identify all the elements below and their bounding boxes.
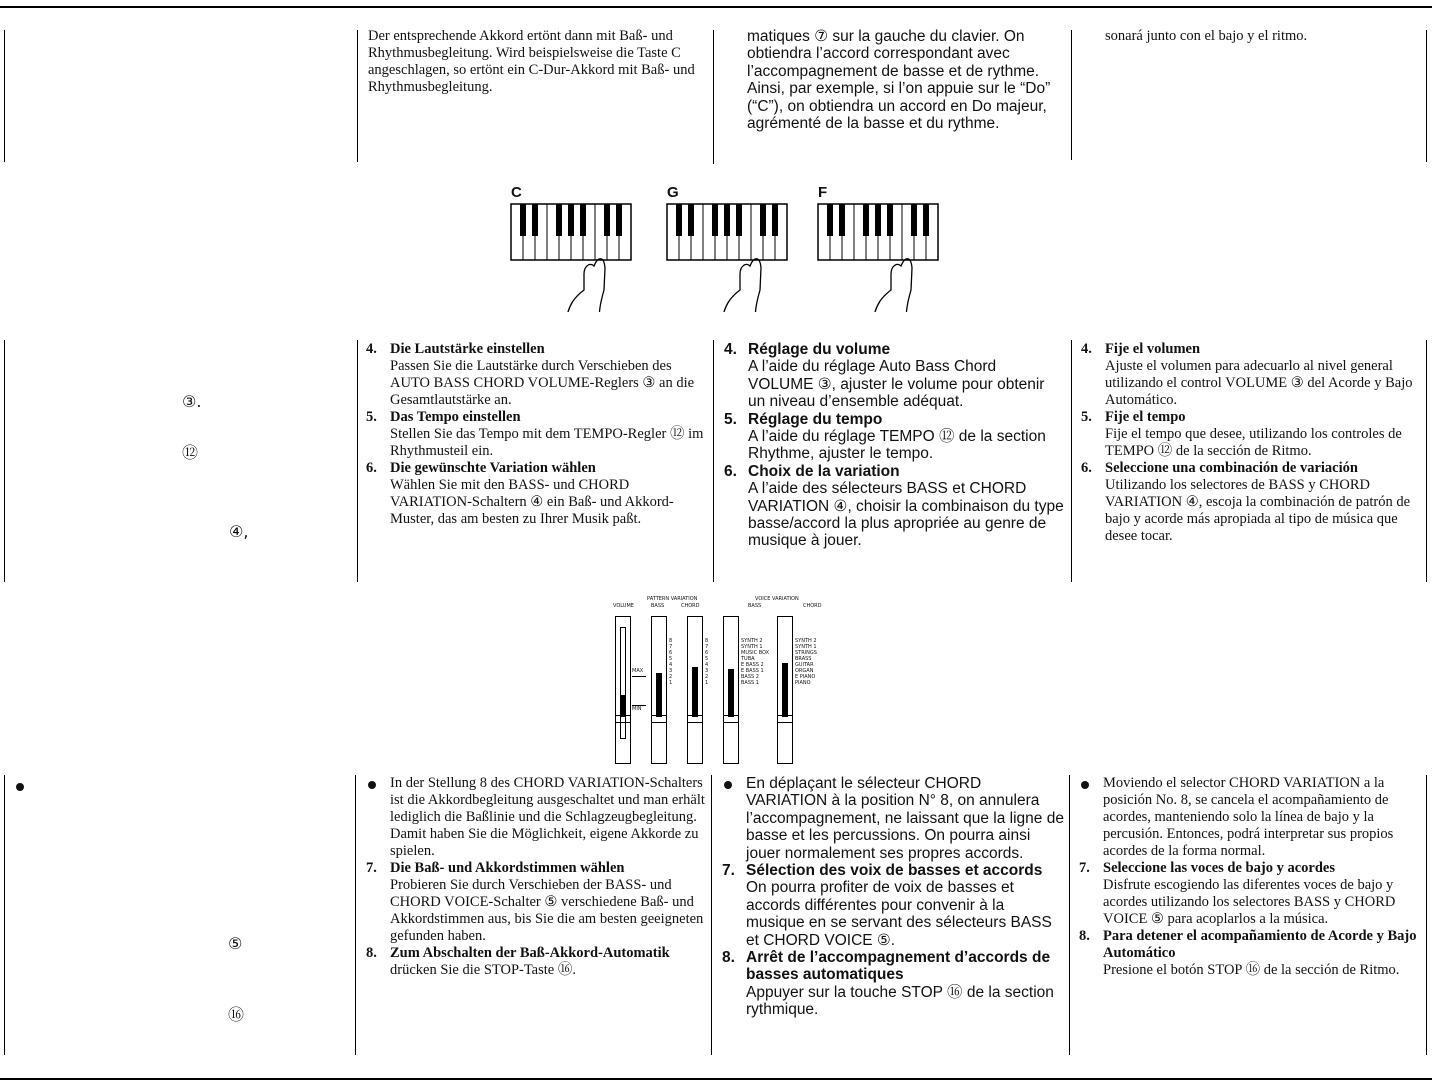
step-item xyxy=(1079,928,1421,979)
position-label: 4 xyxy=(669,662,673,668)
step-body: Presione el botón STOP ⑯ de la sección de Ritmo. xyxy=(1103,962,1400,978)
french-intro-text: matiques ⑦ sur la gauche du clavier. On obtiendra l’accord correspondant avec l’accompagnement de basse et de rythme. Ainsi, par exemple, si l’on appuie sur le “Do” (“C”), on obtiendra un accord en Do majeur, agrémenté de la basse et du rythme. xyxy=(747,28,1051,133)
step-body: Passen Sie die Lautstärke durch Verschieben des AUTO BASS CHORD VOLUME-Reglers ③ an die Gesamtlautstärke an. xyxy=(390,358,695,408)
position-label: 1 xyxy=(669,680,673,686)
position-label: 6 xyxy=(669,650,673,656)
voice-label: ORGAN xyxy=(795,668,814,674)
voice-label: BASS 1 xyxy=(741,680,759,686)
french-steps-7-8 xyxy=(722,775,1064,1019)
bullet-icon xyxy=(368,781,376,789)
chord-pattern-label: CHORD xyxy=(681,603,700,609)
position-label: 1 xyxy=(705,680,709,686)
step-item xyxy=(1079,860,1421,928)
position-label: 5 xyxy=(705,656,709,662)
step-body: Stellen Sie das Tempo mit dem TEMPO-Regler ⑫ im Rhythmusteil ein. xyxy=(390,426,704,459)
bass-voice-names xyxy=(741,638,781,686)
bullet-icon xyxy=(1081,781,1089,789)
bass-pattern-positions xyxy=(669,638,683,686)
spanish-intro-text: sonará junto con el bajo y el ritmo. xyxy=(1105,28,1308,44)
ref-marker-tempo: ⑫ xyxy=(182,443,199,462)
step-number: 5. xyxy=(1081,409,1092,425)
bottom-rule xyxy=(0,1078,1432,1080)
volume-scale xyxy=(632,676,646,706)
step-item xyxy=(366,409,708,460)
step-body: drücken Sie die STOP-Taste ⑯. xyxy=(390,962,576,978)
keyboard-illustration xyxy=(500,182,960,312)
voice-label: SYNTH 2 xyxy=(741,638,763,644)
slider-bass-pattern[interactable] xyxy=(651,616,667,764)
keyboard-octave xyxy=(511,204,631,312)
divider xyxy=(1071,340,1072,582)
step-heading: Arrêt de l’accompagnement d’accords de basses automatiques xyxy=(746,949,1051,984)
step-number: 6. xyxy=(724,462,737,480)
divider xyxy=(711,775,712,1055)
step-heading: Para detener el acompañamiento de Acorde y Bajo Automático xyxy=(1103,928,1417,961)
divider xyxy=(1426,30,1427,162)
note-text: En déplaçant le sélecteur CHORD VARIATION à la position N° 8, on annulera l’accompagnement, ne laissant que la ligne de basse et les percussions. On pourra ainsi jouer normalement ses propres accords. xyxy=(746,775,1064,862)
slider-volume[interactable] xyxy=(615,616,631,764)
step-number: 4. xyxy=(1081,341,1092,357)
top-rule xyxy=(0,6,1432,8)
voice-label: MUSIC BOX xyxy=(741,650,770,656)
slider-chord-voice[interactable] xyxy=(777,616,793,764)
volume-label: VOLUME xyxy=(613,603,634,609)
slider-fill xyxy=(728,669,734,717)
divider xyxy=(713,30,714,164)
voice-label: SYNTH 1 xyxy=(741,644,763,650)
position-label: 4 xyxy=(705,662,709,668)
french-steps-4-6 xyxy=(724,341,1064,550)
step-item xyxy=(722,862,1064,949)
ref-marker-volume: ③. xyxy=(182,392,202,411)
step-item xyxy=(722,949,1064,1019)
german-steps-4-6 xyxy=(366,341,708,528)
step-heading: Fije el tempo xyxy=(1105,409,1186,425)
divider xyxy=(1426,775,1427,1055)
step-heading: Seleccione las voces de bajo y acordes xyxy=(1103,860,1335,876)
hand-icon xyxy=(566,259,605,312)
divider xyxy=(713,340,714,582)
step-body: Wählen Sie mit den BASS- und CHORD VARIATION-Schaltern ④ ein Baß- und Akkord-Muster, das am besten zu Ihrer Musik paßt. xyxy=(390,477,674,527)
step-heading: Réglage du volume xyxy=(748,341,891,358)
step-number: 6. xyxy=(366,460,377,476)
position-label: 7 xyxy=(705,644,709,650)
step-item xyxy=(1081,341,1421,409)
left-bullet xyxy=(16,783,24,791)
step-heading: Seleccione una combinación de variación xyxy=(1105,460,1358,476)
position-label: 8 xyxy=(669,638,673,644)
step-body: On pourra profiter de voix de basses et accords différentes pour convenir à la musique en se servant des sélecteurs BASS et CHORD VOICE ⑤. xyxy=(746,879,1052,949)
step-item xyxy=(724,341,1064,411)
step-heading: Réglage du tempo xyxy=(748,410,883,428)
chord-label-c: C xyxy=(511,184,522,201)
slider-fill xyxy=(656,673,662,717)
ref-marker-voice: ⑤ xyxy=(228,934,243,953)
keyboard-octave xyxy=(818,204,938,312)
divider xyxy=(357,30,358,162)
slider-knob xyxy=(723,715,739,723)
step-item xyxy=(724,463,1064,550)
voice-variation-label: VOICE VARIATION xyxy=(755,596,799,602)
voice-label: TUBA xyxy=(741,656,755,662)
voice-label: GUITAR xyxy=(795,662,814,668)
slider-knob xyxy=(777,715,793,723)
slider-knob xyxy=(687,715,703,723)
voice-label: E PIANO xyxy=(795,674,816,680)
step-item xyxy=(366,860,708,945)
divider xyxy=(4,775,5,1055)
note-text: Moviendo el selector CHORD VARIATION a la posición No. 8, se cancela el acompañamiento de acordes, manteniendo solo la línea de bajo y la percusión. Entonces, podrá interpretar sus propios acordes de la forma normal. xyxy=(1103,775,1394,859)
step-number: 8. xyxy=(366,945,377,961)
position-label: 3 xyxy=(669,668,673,674)
ref-marker-stop: ⑯ xyxy=(228,1005,245,1024)
step-item xyxy=(1081,460,1421,545)
step-number: 4. xyxy=(724,341,737,358)
step-number: 7. xyxy=(722,862,735,880)
chord-voice-label: CHORD xyxy=(803,603,822,609)
chord-voice-names xyxy=(795,638,843,686)
note-item xyxy=(722,775,1064,862)
divider xyxy=(357,340,358,582)
step-number: 5. xyxy=(724,410,737,428)
voice-label: STRINGS xyxy=(795,650,817,656)
step-body: A l’aide du réglage Auto Bass Chord VOLUME ③, ajuster le volume pour obtenir un niveau d’ensemble adéquat. xyxy=(748,358,1045,411)
position-label: 2 xyxy=(669,674,673,680)
slider-chord-pattern[interactable] xyxy=(687,616,703,764)
step-number: 8. xyxy=(1079,928,1090,944)
step-heading: Die gewünschte Variation wählen xyxy=(390,460,596,476)
position-label: 8 xyxy=(705,638,709,644)
slider-fill xyxy=(782,663,788,717)
spanish-steps-4-6 xyxy=(1081,341,1421,545)
position-label: 6 xyxy=(705,650,709,656)
step-heading: Das Tempo einstellen xyxy=(390,409,521,425)
divider xyxy=(1426,340,1427,582)
min-label: MIN xyxy=(632,706,642,712)
step-item xyxy=(724,411,1064,463)
position-label: 2 xyxy=(705,674,709,680)
hand-icon xyxy=(722,259,761,312)
step-number: 4. xyxy=(366,341,377,357)
bullet-icon xyxy=(724,781,732,789)
step-heading: Choix de la variation xyxy=(748,462,900,480)
divider xyxy=(1071,30,1072,160)
german-intro-text: Der entsprechende Akkord ertönt dann mit Baß- und Rhythmusbegleitung. Wird beispielsweise die Taste C angeschlagen, so ertönt ein C-Dur-Akkord mit Baß- und Rhythmusbegleitung. xyxy=(368,28,695,95)
voice-label: SYNTH 2 xyxy=(795,638,817,644)
step-heading: Die Lautstärke einstellen xyxy=(390,341,545,357)
chord-label-f: F xyxy=(818,184,828,201)
slider-bass-voice[interactable] xyxy=(723,616,739,764)
step-number: 5. xyxy=(366,409,377,425)
step-body: Ajuste el volumen para adecuarlo al nivel general utilizando el control VOLUME ③ del Acorde y Bajo Automático. xyxy=(1105,358,1413,408)
step-body: Disfrute escogiendo las diferentes voces de bajo y acordes utilizando los selectores BASS y CHORD VOICE ⑤ para acoplarlos a la música. xyxy=(1103,877,1396,927)
voice-label: BASS 2 xyxy=(741,674,759,680)
note-text: In der Stellung 8 des CHORD VARIATION-Schalters ist die Akkordbegleitung ausgeschaltet und man erhält lediglich die Baßlinie und die Schlagzeugbegleitung. Damit haben Sie die Möglichkeit, eigene Akkorde zu spielen. xyxy=(390,775,705,859)
chord-pattern-positions xyxy=(705,638,719,686)
divider xyxy=(355,775,356,1055)
divider xyxy=(4,30,5,162)
step-body: Utilizando los selectores de BASS y CHORD VARIATION ④, escoja la combinación de patrón de bajo y acorde más apropiada al tipo de música que desee tocar. xyxy=(1105,477,1411,544)
keyboard-octave xyxy=(667,204,787,312)
german-steps-7-8 xyxy=(366,775,708,979)
voice-label: E BASS 1 xyxy=(741,668,764,674)
voice-label: PIANO xyxy=(795,680,811,686)
max-label: MAX xyxy=(632,668,644,674)
ref-marker-variation: ④, xyxy=(229,522,249,541)
note-item xyxy=(366,775,708,860)
hand-icon xyxy=(873,259,912,312)
step-item xyxy=(366,945,708,979)
slider-knob xyxy=(615,715,631,723)
control-panel-illustration xyxy=(605,594,845,764)
step-item xyxy=(366,460,708,528)
position-label: 3 xyxy=(705,668,709,674)
bass-pattern-label: BASS xyxy=(651,603,665,609)
voice-label: BRASS xyxy=(795,656,812,662)
step-body: Appuyer sur la touche STOP ⑯ de la section rythmique. xyxy=(746,983,1054,1019)
step-item xyxy=(366,341,708,409)
voice-label: SYNTH 1 xyxy=(795,644,817,650)
step-number: 7. xyxy=(366,860,377,876)
step-body: Fije el tempo que desee, utilizando los controles de TEMPO ⑫ de la sección de Ritmo. xyxy=(1105,426,1402,459)
step-item xyxy=(1081,409,1421,460)
slider-fill xyxy=(620,695,626,717)
pattern-variation-label: PATTERN VARIATION xyxy=(647,596,698,602)
divider xyxy=(1069,775,1070,1055)
slider-fill xyxy=(692,667,698,717)
step-heading: Fije el volumen xyxy=(1105,341,1201,357)
step-body: A l’aide du réglage TEMPO ⑫ de la section Rhythme, ajuster le tempo. xyxy=(748,428,1046,463)
voice-label: E BASS 2 xyxy=(741,662,764,668)
step-heading: Die Baß- und Akkordstimmen wählen xyxy=(390,860,625,876)
note-item xyxy=(1079,775,1421,860)
step-body: A l’aide des sélecteurs BASS et CHORD VARIATION ④, choisir la combinaison du type basse/accord la plus apropriée au genre de musique à jouer. xyxy=(748,480,1064,550)
step-number: 7. xyxy=(1079,860,1090,876)
divider xyxy=(4,340,5,582)
bass-voice-label: BASS xyxy=(748,603,762,609)
step-heading: Zum Abschalten der Baß-Akkord-Automatik xyxy=(390,945,670,961)
slider-knob xyxy=(651,715,667,723)
step-number: 6. xyxy=(1081,460,1092,476)
step-body: Probieren Sie durch Verschieben der BASS- und CHORD VOICE-Schalter ⑤ verschiedene Baß- und Akkordstimmen aus, bis Sie die am besten geeigneten gefunden haben. xyxy=(390,877,704,944)
keyboard-drawing xyxy=(500,182,960,312)
position-label: 7 xyxy=(669,644,673,650)
step-heading: Sélection des voix de basses et accords xyxy=(746,862,1043,880)
step-number: 8. xyxy=(722,949,735,967)
position-label: 5 xyxy=(669,656,673,662)
spanish-steps-7-8 xyxy=(1079,775,1421,979)
chord-label-g: G xyxy=(667,184,679,201)
